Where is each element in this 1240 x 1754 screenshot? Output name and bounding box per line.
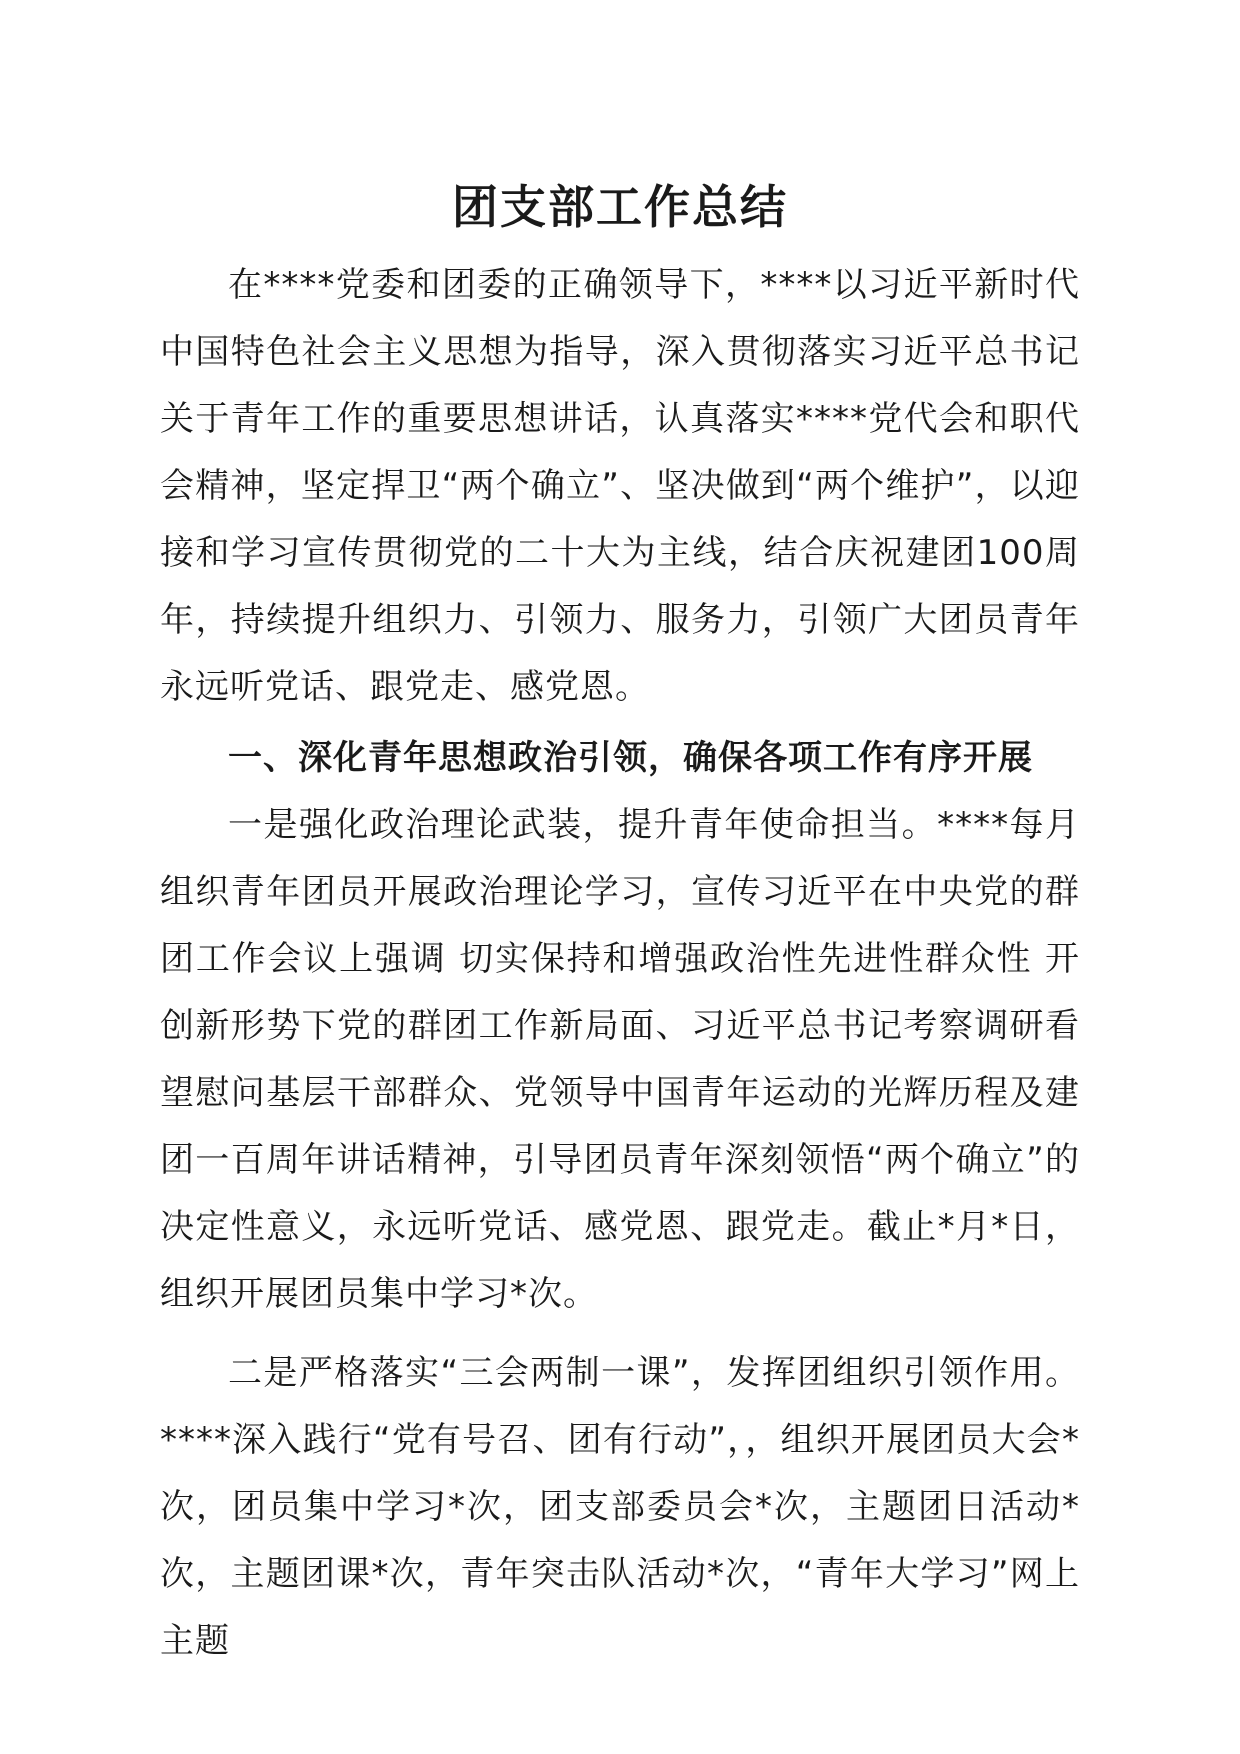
document-page [160, 172, 1080, 1675]
document-title: 团支部工作总结 [452, 180, 788, 234]
section-1-paragraph-2: 二是严格落实“三会两制一课”，发挥团组织引领作用。****深入践行“党有号召、团有行动”，，组织开展团员大会*次，团员集中学习*次，团支部委员会*次，主题团日活动*次，主题团课*次，青年突击队活动*次，“青年大学习”网上主题 [160, 1353, 1080, 1661]
section-1-paragraph-1: 一是强化政治理论武装，提升青年使命担当。****每月组织青年团员开展政治理论学习，宣传习近平在中央党的群团工作会议上强调 切实保持和增强政治性先进性群众性 开创新形势下党的群团工作新局面、习近平总书记考察调研看望慰问基层干部群众、党领导中国青年运动的光辉历程及建团一百周年讲话精神，引导团员青年深刻领悟“两个确立”的决定性意义，永远听党话、感党恩、跟党走。截止*月*日，组织开展团员集中学习*次。 [160, 805, 1080, 1314]
section-1-heading: 一、深化青年思想政治引领，确保各项工作有序开展 [228, 738, 1033, 778]
intro-paragraph: 在****党委和团委的正确领导下，****以习近平新时代中国特色社会主义思想为指导，深入贯彻落实习近平总书记关于青年工作的重要思想讲话，认真落实****党代会和职代会精神，坚定捍卫“两个确立”、坚决做到“两个维护”，以迎接和学习宣传贯彻党的二十大为主线，结合庆祝建团100周年，持续提升组织力、引领力、服务力，引领广大团员青年永远听党话、跟党走、感党恩。 [160, 265, 1080, 707]
